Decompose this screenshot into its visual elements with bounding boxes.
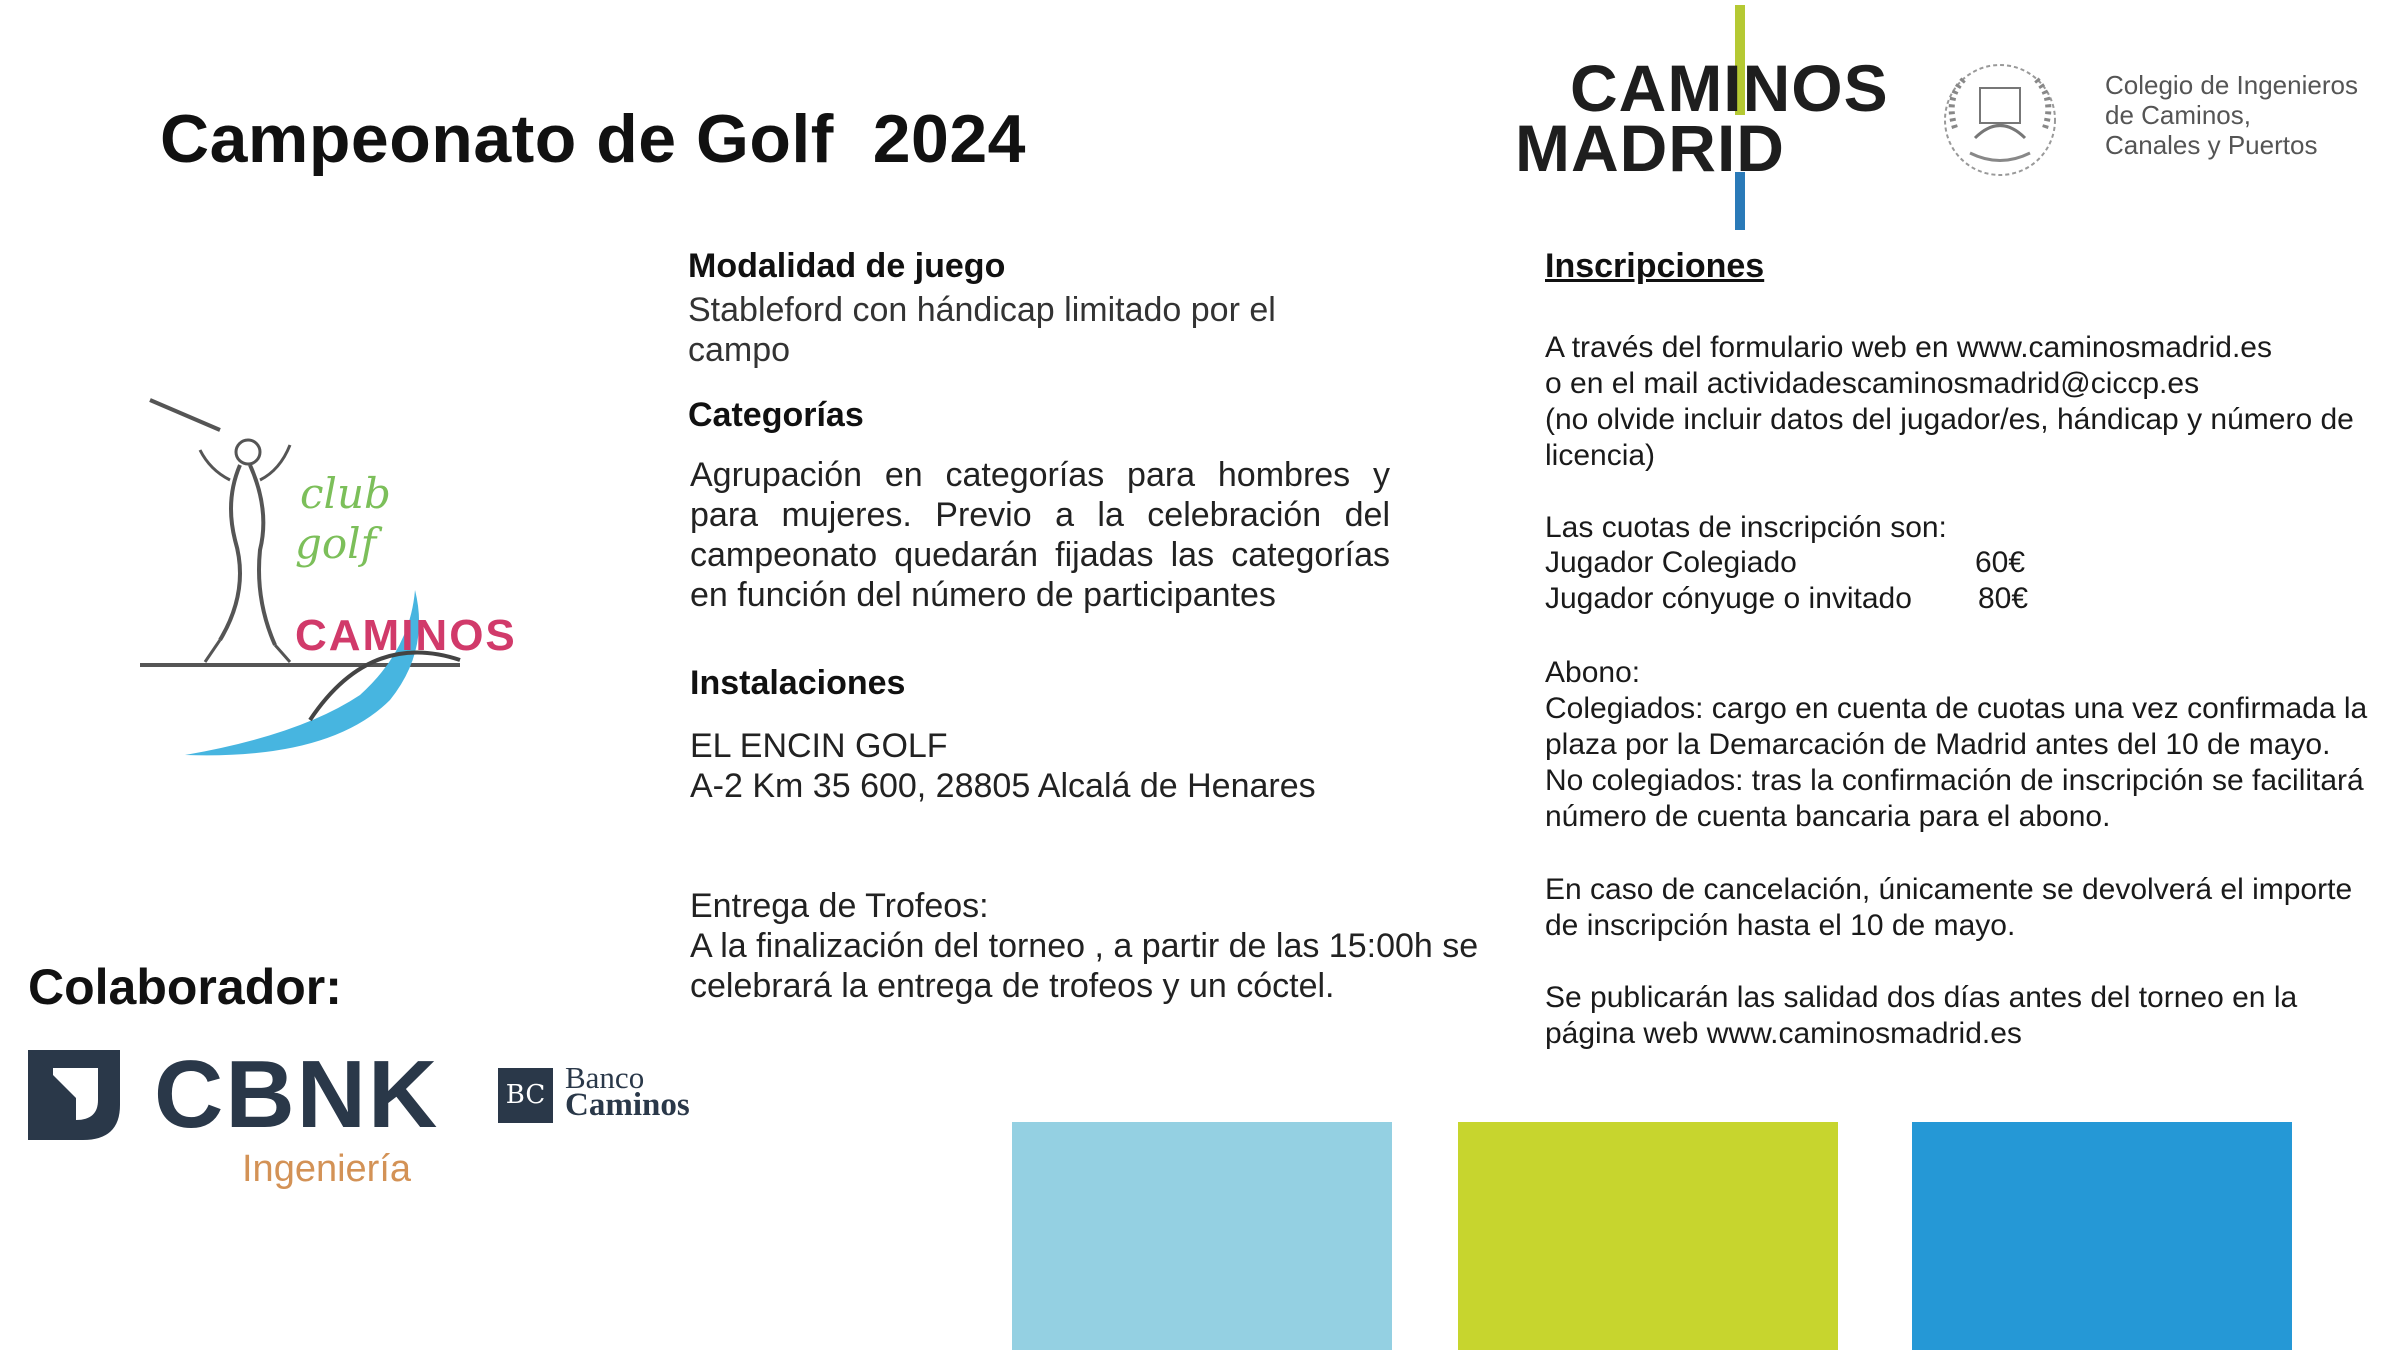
instalaciones-heading: Instalaciones: [690, 664, 906, 702]
color-block-light-blue: [1012, 1122, 1392, 1350]
instalaciones-address: A-2 Km 35 600, 28805 Alcalá de Henares: [690, 767, 1316, 805]
fee-label-colegiado: Jugador Colegiado: [1545, 546, 1797, 579]
fee-amount-colegiado: 60€: [1975, 546, 2026, 579]
logo-caminos-text: CAMINOS: [1570, 51, 1889, 125]
categorias-text: Agrupación en categorías para hombres y para mujeres. Previo a la celebración del campeonato quedarán fijadas las categorías en función del número de participantes: [690, 456, 1390, 614]
inscripciones-web: A través del formulario web en www.caminosmadrid.es: [1545, 331, 2272, 364]
instalaciones-venue: EL ENCIN GOLF: [690, 727, 948, 765]
color-block-blue: [1912, 1122, 2292, 1350]
trofeos-heading: Entrega de Trofeos:: [690, 887, 989, 925]
golf-text: golf: [295, 519, 377, 568]
fee-amount-invitado: 80€: [1978, 582, 2029, 615]
club-text: club: [300, 469, 391, 518]
cbnk-mark-icon: [28, 1050, 120, 1140]
colaborador-label: Colaborador:: [28, 959, 342, 1015]
colegio-line-2: de Caminos,: [2105, 100, 2251, 130]
fees-intro: Las cuotas de inscripción son:: [1545, 511, 1947, 544]
inscripciones-note: (no olvide incluir datos del jugador/es, hándicap y número de licencia): [1545, 403, 2354, 472]
cbnk-subtitle: Ingeniería: [242, 1148, 412, 1190]
modalidad-text: Stableford con hándicap limitado por el campo: [688, 291, 1276, 369]
abono-no-colegiados: No colegiados: tras la confirmación de inscripción se facilitará número de cuenta bancaria para el abono.: [1545, 764, 2364, 833]
logo-madrid-text: MADRID: [1515, 111, 1785, 185]
cancelacion-text: En caso de cancelación, únicamente se devolverá el importe de inscripción hasta el 10 de mayo.: [1545, 873, 2353, 942]
fee-label-invitado: Jugador cónyuge o invitado: [1545, 582, 1912, 615]
salidas-text: Se publicarán las salidad dos días antes del torneo en la página web www.caminosmadrid.es: [1545, 981, 2298, 1050]
inscripciones-heading: Inscripciones: [1545, 247, 1765, 285]
banco-text: Banco: [565, 1060, 645, 1095]
caminos-text: CAMINOS: [295, 611, 517, 660]
page-title: Campeonato de Golf 2024: [160, 101, 1026, 177]
colegio-line-3: Canales y Puertos: [2105, 130, 2318, 160]
banco-caminos-mark: BC: [498, 1068, 553, 1123]
colegio-line-1: Colegio de Ingenieros: [2105, 70, 2358, 100]
trofeos-text: A la finalización del torneo , a partir de las 15:00h se celebrará la entrega de trofeos y un cóctel.: [690, 927, 1479, 1005]
colegio-seal-icon: [1935, 58, 2065, 183]
color-block-green: [1458, 1122, 1838, 1350]
inscripciones-mail: o en el mail actividadescaminosmadrid@ciccp.es: [1545, 367, 2200, 400]
abono-heading: Abono:: [1545, 656, 1641, 689]
caminos-bank-text: Caminos: [565, 1087, 690, 1123]
club-golf-logo-icon: [130, 390, 570, 810]
abono-colegiados: Colegiados: cargo en cuenta de cuotas una vez confirmada la plaza por la Demarcación de Madrid antes del 10 de mayo.: [1545, 692, 2368, 761]
categorias-heading: Categorías: [688, 396, 864, 434]
cbnk-logo-text: CBNK: [154, 1041, 440, 1148]
modalidad-heading: Modalidad de juego: [688, 247, 1006, 285]
